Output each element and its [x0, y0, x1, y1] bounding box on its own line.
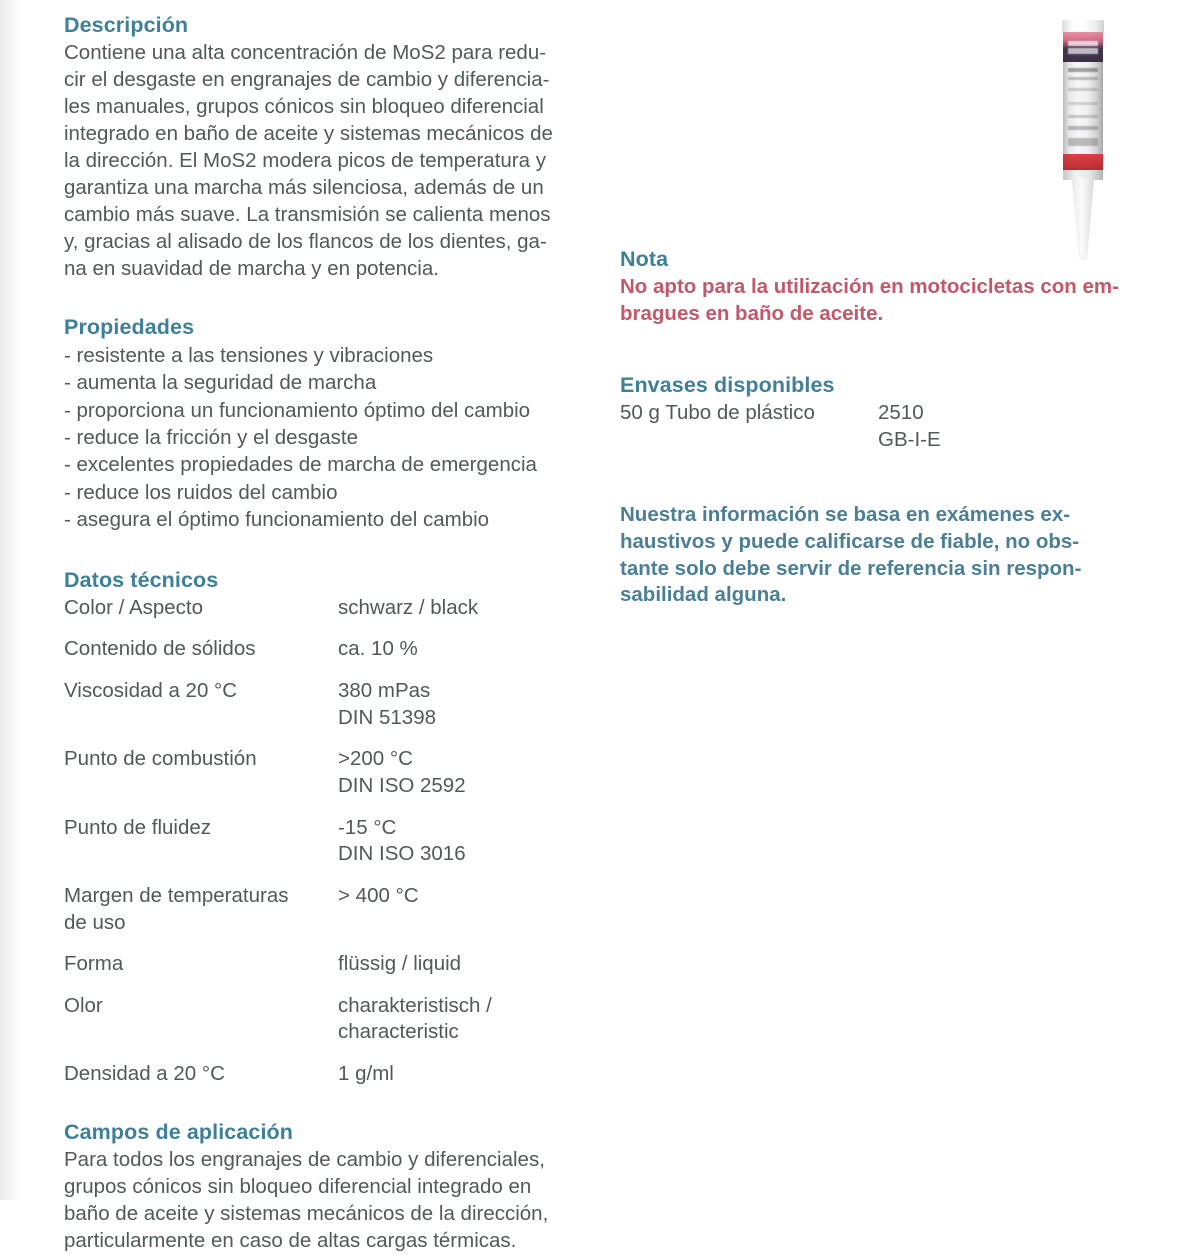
table-cell-value	[338, 815, 589, 883]
description-heading: Descripción	[64, 13, 189, 37]
disclaimer-line: tante solo debe servir de referencia sin respon-	[620, 556, 1082, 580]
key-line: de uso	[64, 910, 126, 934]
description-body	[64, 40, 589, 283]
value-primary: > 400 °C	[338, 883, 419, 907]
description-line: les manuales, grupos cónicos sin bloqueo diferencial	[64, 95, 544, 119]
value-standard: DIN ISO 3016	[338, 842, 466, 866]
note-line: bragues en baño de aceite.	[620, 302, 884, 326]
section-application	[64, 1119, 589, 1255]
technical-data-table	[64, 595, 589, 1088]
list-item: - reduce la fricción y el desgaste	[64, 426, 358, 450]
spacer	[620, 328, 1140, 372]
table-row	[64, 815, 589, 883]
table-cell-value	[338, 883, 589, 951]
technical-data-heading: Datos técnicos	[64, 567, 219, 592]
description-line: integrado en baño de aceite y sistemas mecánicos de	[64, 122, 553, 146]
value-standard: DIN ISO 2592	[338, 773, 466, 797]
table-cell-value	[338, 951, 589, 993]
left-column	[64, 12, 589, 1255]
table-cell-key: Densidad a 20 °C	[64, 1062, 225, 1086]
value-primary: flüssig / liquid	[338, 952, 462, 976]
list-item: - resistente a las tensiones y vibraciones	[64, 344, 434, 368]
value-standard: DIN 51398	[338, 705, 437, 729]
list-item: - proporciona un funcionamiento óptimo del cambio	[64, 398, 531, 422]
list-item: - reduce los ruidos del cambio	[64, 480, 338, 504]
language-code: GB-I-E	[878, 427, 941, 451]
article-number: 2510	[878, 401, 924, 425]
section-description	[64, 12, 589, 283]
right-column	[620, 246, 1140, 609]
packaging-heading: Envases disponibles	[620, 373, 835, 398]
table-cell-key: Forma	[64, 952, 124, 976]
section-properties	[64, 314, 589, 534]
application-line: Para todos los engranajes de cambio y diferenciales,	[64, 1147, 545, 1171]
table-cell-key	[64, 883, 338, 951]
table-cell-value	[338, 746, 589, 814]
description-line: cambio más suave. La transmisión se calienta menos	[64, 202, 551, 226]
table-row	[64, 636, 589, 678]
spacer	[620, 454, 1140, 502]
value-primary: -15 °C	[338, 815, 397, 839]
list-item: - excelentes propiedades de marcha de emergencia	[64, 453, 537, 477]
liqui-moly-logo-icon	[1063, 32, 1103, 62]
table-row	[64, 595, 589, 637]
spacer	[64, 534, 589, 567]
table-row	[64, 678, 589, 746]
value-primary: schwarz / black	[338, 595, 479, 619]
application-line: particularmente en caso de altas cargas térmicas.	[64, 1228, 517, 1252]
description-line: la dirección. El MoS2 modera picos de temperatura y	[64, 149, 546, 173]
list-item: - asegura el óptimo funcionamiento del cambio	[64, 508, 490, 532]
application-heading: Campos de aplicación	[64, 1119, 294, 1144]
spacer	[64, 1088, 589, 1119]
value-primary: >200 °C	[338, 747, 413, 771]
tube-body-label	[1063, 32, 1103, 172]
table-cell-value	[338, 993, 589, 1061]
value-secondary: characteristic	[338, 1020, 459, 1044]
table-row	[64, 993, 589, 1061]
table-row	[64, 746, 589, 814]
table-cell-key: Color / Aspecto	[64, 595, 204, 619]
spacer	[64, 283, 589, 314]
packaging-codes	[878, 400, 941, 453]
table-row	[64, 883, 589, 951]
table-cell-value	[338, 678, 589, 746]
description-line: garantiza una marcha más silenciosa, además de un	[64, 175, 544, 199]
description-line: cir el desgaste en engranajes de cambio y diferencia-	[64, 68, 550, 92]
table-cell-key: Contenido de sólidos	[64, 637, 256, 661]
packaging-row	[620, 400, 1140, 453]
table-cell-key: Viscosidad a 20 °C	[64, 679, 238, 703]
application-line: baño de aceite y sistemas mecánicos de la dirección,	[64, 1201, 549, 1225]
value-primary: charakteristisch /	[338, 993, 492, 1017]
description-line: Contiene una alta concentración de MoS2 para redu-	[64, 41, 547, 65]
properties-list	[64, 342, 589, 534]
table-cell-value	[338, 595, 589, 637]
disclaimer-body	[620, 502, 1140, 610]
properties-heading: Propiedades	[64, 314, 195, 339]
description-line: na en suavidad de marcha y en potencia.	[64, 256, 439, 280]
table-row	[64, 951, 589, 993]
table-row	[64, 1061, 589, 1088]
application-body	[64, 1147, 589, 1255]
section-disclaimer	[620, 502, 1140, 610]
value-primary: 380 mPas	[338, 679, 431, 703]
value-primary: ca. 10 %	[338, 637, 418, 661]
table-cell-key: Punto de fluidez	[64, 815, 212, 839]
key-line: Margen de temperaturas	[64, 883, 289, 907]
note-line: No apto para la utilización en motocicletas con em-	[620, 275, 1119, 299]
application-line: grupos cónicos sin bloqueo diferencial integrado en	[64, 1174, 532, 1198]
packaging-description: 50 g Tubo de plástico	[620, 401, 815, 425]
table-cell-value	[338, 1061, 589, 1088]
description-line: y, gracias al alisado de los flancos de los dientes, ga-	[64, 229, 547, 253]
section-packaging	[620, 372, 1140, 454]
tube-label-text	[1068, 68, 1098, 146]
list-item: - aumenta la seguridad de marcha	[64, 371, 377, 395]
value-primary: 1 g/ml	[338, 1062, 394, 1086]
table-cell-key: Olor	[64, 993, 103, 1017]
table-cell-key: Punto de combustión	[64, 747, 257, 771]
note-heading: Nota	[620, 247, 669, 271]
disclaimer-line: Nuestra información se basa en exámenes ex-	[620, 502, 1071, 526]
disclaimer-line: haustivos y puede calificarse de fiable, no obs-	[620, 529, 1080, 553]
note-body	[620, 274, 1140, 328]
disclaimer-line: sabilidad alguna.	[620, 583, 787, 607]
section-technical-data	[64, 567, 589, 1088]
tube-nozzle	[1063, 178, 1103, 260]
product-tube-image	[1058, 14, 1110, 259]
table-cell-value	[338, 636, 589, 678]
